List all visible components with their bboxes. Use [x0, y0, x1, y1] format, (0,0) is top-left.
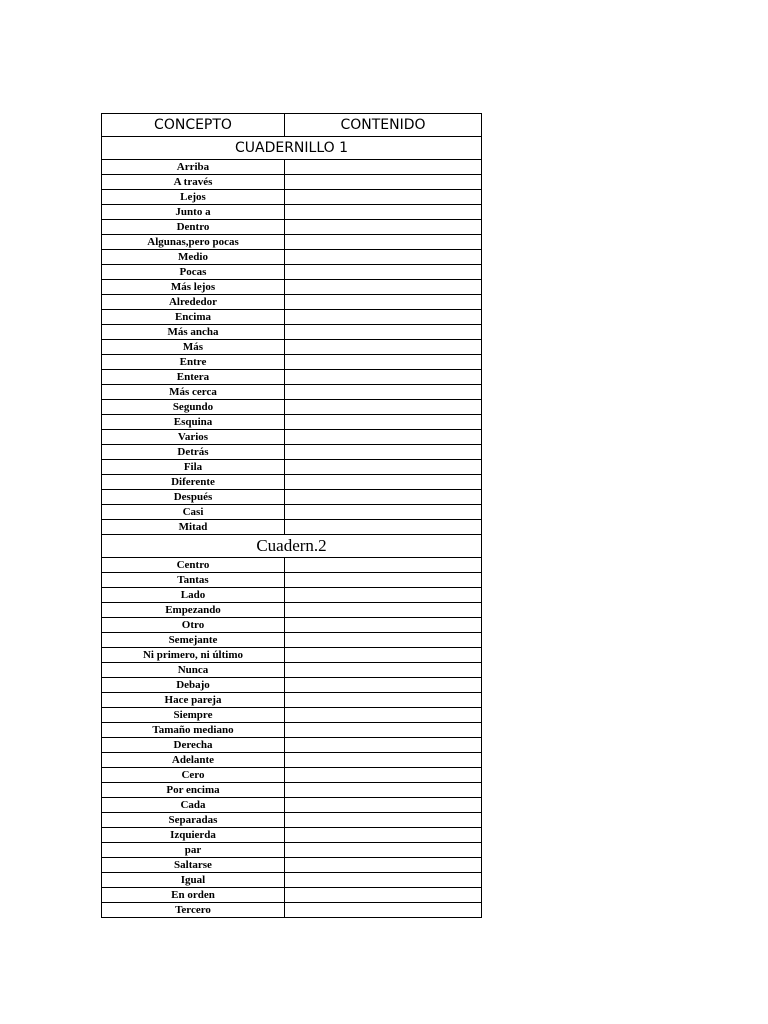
- table-row: [102, 235, 482, 250]
- concept-cell: Tantas: [102, 573, 285, 588]
- table-row: [102, 265, 482, 280]
- table-row: [102, 633, 482, 648]
- content-cell[interactable]: [285, 520, 482, 535]
- table-row: [102, 618, 482, 633]
- concept-cell: A través: [102, 175, 285, 190]
- concept-cell: Encima: [102, 310, 285, 325]
- table-row: [102, 430, 482, 445]
- content-cell[interactable]: [285, 588, 482, 603]
- table-row: [102, 783, 482, 798]
- content-cell[interactable]: [285, 648, 482, 663]
- content-cell[interactable]: [285, 430, 482, 445]
- table-row: [102, 588, 482, 603]
- table-row: [102, 505, 482, 520]
- concept-cell: Siempre: [102, 708, 285, 723]
- content-cell[interactable]: [285, 490, 482, 505]
- concept-cell: Casi: [102, 505, 285, 520]
- concept-cell: Arriba: [102, 160, 285, 175]
- table-row: [102, 873, 482, 888]
- table-row: [102, 738, 482, 753]
- concept-cell: Tamaño mediano: [102, 723, 285, 738]
- concept-cell: Junto a: [102, 205, 285, 220]
- concept-cell: Más cerca: [102, 385, 285, 400]
- content-cell[interactable]: [285, 295, 482, 310]
- table-row: [102, 573, 482, 588]
- concept-cell: Dentro: [102, 220, 285, 235]
- table-row: [102, 310, 482, 325]
- concept-cell: Adelante: [102, 753, 285, 768]
- concept-cell: Nunca: [102, 663, 285, 678]
- concept-cell: Otro: [102, 618, 285, 633]
- content-cell[interactable]: [285, 798, 482, 813]
- concept-cell: Más lejos: [102, 280, 285, 295]
- concept-cell: Pocas: [102, 265, 285, 280]
- table-row: [102, 708, 482, 723]
- concept-cell: Mitad: [102, 520, 285, 535]
- content-cell[interactable]: [285, 265, 482, 280]
- content-cell[interactable]: [285, 603, 482, 618]
- concept-cell: Más ancha: [102, 325, 285, 340]
- concept-cell: Igual: [102, 873, 285, 888]
- concept-cell: Centro: [102, 558, 285, 573]
- content-cell[interactable]: [285, 445, 482, 460]
- content-cell[interactable]: [285, 723, 482, 738]
- section-row-2: [102, 535, 482, 558]
- table-row: [102, 400, 482, 415]
- header-row: [102, 114, 482, 137]
- table-row: [102, 520, 482, 535]
- table-row: [102, 663, 482, 678]
- concept-table: [101, 113, 482, 918]
- content-cell[interactable]: [285, 873, 482, 888]
- table-row: [102, 903, 482, 918]
- table-row: [102, 190, 482, 205]
- concept-cell: Algunas,pero pocas: [102, 235, 285, 250]
- table-row: [102, 250, 482, 265]
- concept-cell: Empezando: [102, 603, 285, 618]
- concept-cell: Izquierda: [102, 828, 285, 843]
- table-row: [102, 723, 482, 738]
- concept-cell: Segundo: [102, 400, 285, 415]
- section-title: Cuadern.2: [102, 535, 482, 558]
- content-cell[interactable]: [285, 633, 482, 648]
- concept-cell: Varios: [102, 430, 285, 445]
- table-row: [102, 753, 482, 768]
- table-row: [102, 160, 482, 175]
- content-cell[interactable]: [285, 355, 482, 370]
- table-row: [102, 280, 482, 295]
- table-row: [102, 558, 482, 573]
- content-cell[interactable]: [285, 400, 482, 415]
- table-row: [102, 888, 482, 903]
- content-cell[interactable]: [285, 888, 482, 903]
- table-row: [102, 445, 482, 460]
- concept-cell: Ni primero, ni último: [102, 648, 285, 663]
- concept-cell: Cada: [102, 798, 285, 813]
- content-cell[interactable]: [285, 558, 482, 573]
- content-cell[interactable]: [285, 828, 482, 843]
- table-row: [102, 813, 482, 828]
- content-cell[interactable]: [285, 220, 482, 235]
- header-contenido: CONTENIDO: [285, 114, 482, 137]
- concept-cell: Separadas: [102, 813, 285, 828]
- table-row: [102, 325, 482, 340]
- table-row: [102, 370, 482, 385]
- concept-cell: Hace pareja: [102, 693, 285, 708]
- table-row: [102, 693, 482, 708]
- table-row: [102, 828, 482, 843]
- section-title: CUADERNILLO 1: [102, 137, 482, 160]
- concept-cell: Alrededor: [102, 295, 285, 310]
- content-cell[interactable]: [285, 205, 482, 220]
- content-cell[interactable]: [285, 693, 482, 708]
- table-row: [102, 415, 482, 430]
- content-cell[interactable]: [285, 190, 482, 205]
- table-row: [102, 340, 482, 355]
- table-row: [102, 355, 482, 370]
- concept-cell: Esquina: [102, 415, 285, 430]
- concept-cell: Debajo: [102, 678, 285, 693]
- content-cell[interactable]: [285, 385, 482, 400]
- concept-cell: Saltarse: [102, 858, 285, 873]
- table-row: [102, 768, 482, 783]
- content-cell[interactable]: [285, 708, 482, 723]
- content-cell[interactable]: [285, 325, 482, 340]
- content-cell[interactable]: [285, 783, 482, 798]
- content-cell[interactable]: [285, 370, 482, 385]
- concept-cell: Más: [102, 340, 285, 355]
- content-cell[interactable]: [285, 505, 482, 520]
- concept-cell: Entera: [102, 370, 285, 385]
- concept-cell: Derecha: [102, 738, 285, 753]
- table-row: [102, 798, 482, 813]
- table-row: [102, 490, 482, 505]
- content-cell[interactable]: [285, 235, 482, 250]
- table-row: [102, 475, 482, 490]
- section-row-1: [102, 137, 482, 160]
- content-cell[interactable]: [285, 663, 482, 678]
- concept-cell: Fila: [102, 460, 285, 475]
- table-row: [102, 603, 482, 618]
- content-cell[interactable]: [285, 310, 482, 325]
- concept-cell: Tercero: [102, 903, 285, 918]
- content-cell[interactable]: [285, 843, 482, 858]
- table-row: [102, 295, 482, 310]
- table-body: [102, 137, 482, 918]
- table-row: [102, 648, 482, 663]
- content-cell[interactable]: [285, 618, 482, 633]
- content-cell[interactable]: [285, 573, 482, 588]
- content-cell[interactable]: [285, 475, 482, 490]
- concept-cell: Semejante: [102, 633, 285, 648]
- concept-cell: Medio: [102, 250, 285, 265]
- content-cell[interactable]: [285, 678, 482, 693]
- table-row: [102, 460, 482, 475]
- content-cell[interactable]: [285, 280, 482, 295]
- concept-cell: Diferente: [102, 475, 285, 490]
- table-row: [102, 678, 482, 693]
- concept-cell: Entre: [102, 355, 285, 370]
- concept-cell: Por encima: [102, 783, 285, 798]
- content-cell[interactable]: [285, 813, 482, 828]
- table-row: [102, 385, 482, 400]
- table-row: [102, 220, 482, 235]
- header-concepto: CONCEPTO: [102, 114, 285, 137]
- content-cell[interactable]: [285, 903, 482, 918]
- concept-cell: par: [102, 843, 285, 858]
- table-row: [102, 205, 482, 220]
- content-cell[interactable]: [285, 753, 482, 768]
- content-cell[interactable]: [285, 340, 482, 355]
- table-row: [102, 858, 482, 873]
- table-row: [102, 843, 482, 858]
- table-row: [102, 175, 482, 190]
- concept-cell: Después: [102, 490, 285, 505]
- concept-cell: Detrás: [102, 445, 285, 460]
- content-cell[interactable]: [285, 160, 482, 175]
- content-cell[interactable]: [285, 768, 482, 783]
- content-cell[interactable]: [285, 415, 482, 430]
- content-cell[interactable]: [285, 175, 482, 190]
- content-cell[interactable]: [285, 738, 482, 753]
- content-cell[interactable]: [285, 460, 482, 475]
- content-cell[interactable]: [285, 250, 482, 265]
- concept-cell: Lejos: [102, 190, 285, 205]
- concept-cell: Cero: [102, 768, 285, 783]
- concept-cell: Lado: [102, 588, 285, 603]
- content-cell[interactable]: [285, 858, 482, 873]
- concept-cell: En orden: [102, 888, 285, 903]
